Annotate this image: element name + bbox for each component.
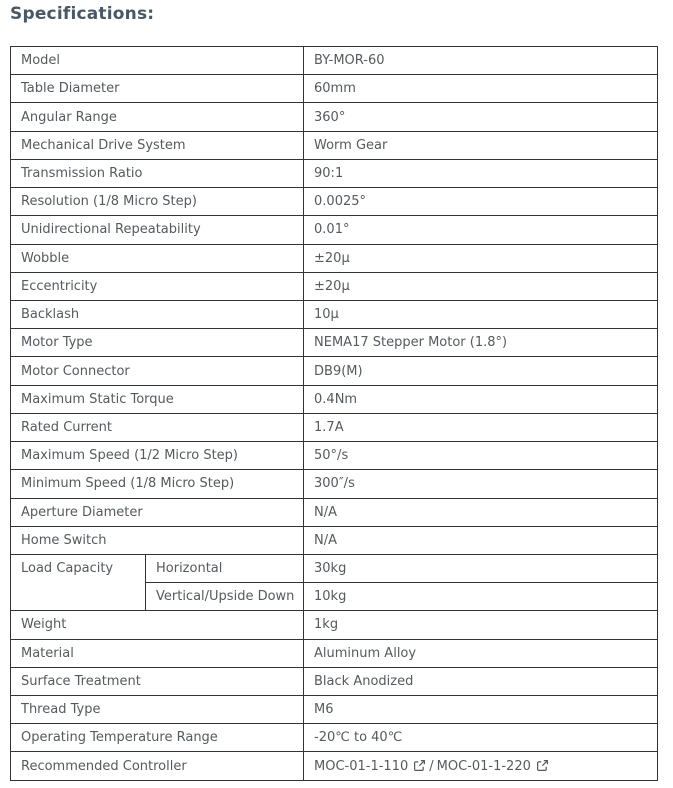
spec-label-cell: Model	[11, 47, 304, 75]
spec-sublabel-cell: Vertical/Upside Down	[146, 583, 304, 611]
spec-label-cell: Maximum Speed (1/2 Micro Step)	[11, 442, 304, 470]
spec-label-cell: Backlash	[11, 300, 304, 328]
table-row	[11, 667, 658, 695]
spec-value-cell: DB9(M)	[304, 357, 658, 385]
controller-link[interactable]: MOC-01-1-220	[437, 759, 549, 774]
spec-label-cell: Motor Connector	[11, 357, 304, 385]
spec-value-cell: 360°	[304, 103, 658, 131]
table-row	[11, 272, 658, 300]
table-row	[11, 103, 658, 131]
spec-label-cell: Mechanical Drive System	[11, 131, 304, 159]
spec-value-cell: 300″/s	[304, 470, 658, 498]
table-row	[11, 611, 658, 639]
table-row	[11, 554, 658, 582]
specifications-table	[10, 46, 658, 781]
spec-label-cell: Transmission Ratio	[11, 159, 304, 187]
spec-value-cell: 0.0025°	[304, 188, 658, 216]
external-link-icon	[536, 759, 549, 772]
spec-label-cell: Table Diameter	[11, 75, 304, 103]
spec-value-cell: 10µ	[304, 300, 658, 328]
spec-group-label-cell: Load Capacity	[11, 554, 146, 610]
spec-label-cell: Wobble	[11, 244, 304, 272]
spec-label-cell: Thread Type	[11, 696, 304, 724]
table-row	[11, 300, 658, 328]
page-title: Specifications:	[10, 4, 155, 24]
spec-value-cell: 90:1	[304, 159, 658, 187]
external-link-icon	[413, 759, 426, 772]
controller-link[interactable]: MOC-01-1-110	[314, 759, 426, 774]
specifications-table-body	[11, 47, 658, 781]
spec-value-cell: ±20µ	[304, 272, 658, 300]
table-row	[11, 244, 658, 272]
spec-label-cell: Minimum Speed (1/8 Micro Step)	[11, 470, 304, 498]
spec-value-cell: Black Anodized	[304, 667, 658, 695]
spec-value-cell: NEMA17 Stepper Motor (1.8°)	[304, 329, 658, 357]
spec-value-cell: 1kg	[304, 611, 658, 639]
table-row	[11, 639, 658, 667]
spec-value-cell: 60mm	[304, 75, 658, 103]
spec-value-cell: BY-MOR-60	[304, 47, 658, 75]
table-row	[11, 357, 658, 385]
spec-value-cell: 50°/s	[304, 442, 658, 470]
spec-label-cell: Unidirectional Repeatability	[11, 216, 304, 244]
spec-value-cell: 30kg	[304, 554, 658, 582]
spec-label-cell: Recommended Controller	[11, 752, 304, 781]
spec-value-cell: -20℃ to 40℃	[304, 724, 658, 752]
spec-label-cell: Maximum Static Torque	[11, 385, 304, 413]
table-row	[11, 526, 658, 554]
spec-value-cell: Aluminum Alloy	[304, 639, 658, 667]
spec-sublabel-cell: Horizontal	[146, 554, 304, 582]
table-row	[11, 385, 658, 413]
table-row	[11, 47, 658, 75]
table-row	[11, 188, 658, 216]
table-row	[11, 752, 658, 781]
spec-value-cell: 1.7A	[304, 413, 658, 441]
spec-label-cell: Home Switch	[11, 526, 304, 554]
spec-label-cell: Angular Range	[11, 103, 304, 131]
spec-label-cell: Motor Type	[11, 329, 304, 357]
spec-value-cell: 0.01°	[304, 216, 658, 244]
spec-label-cell: Eccentricity	[11, 272, 304, 300]
link-separator: /	[429, 758, 434, 774]
spec-value-cell: ±20µ	[304, 244, 658, 272]
spec-label-cell: Resolution (1/8 Micro Step)	[11, 188, 304, 216]
table-row	[11, 75, 658, 103]
table-row	[11, 724, 658, 752]
table-row	[11, 696, 658, 724]
table-row	[11, 329, 658, 357]
spec-label-cell: Rated Current	[11, 413, 304, 441]
spec-label-cell: Material	[11, 639, 304, 667]
spec-value-cell: M6	[304, 696, 658, 724]
spec-label-cell: Weight	[11, 611, 304, 639]
spec-value-cell: Worm Gear	[304, 131, 658, 159]
spec-value-cell: 10kg	[304, 583, 658, 611]
table-row	[11, 216, 658, 244]
spec-label-cell: Surface Treatment	[11, 667, 304, 695]
table-row	[11, 442, 658, 470]
spec-value-cell: N/A	[304, 526, 658, 554]
table-row	[11, 413, 658, 441]
table-row	[11, 470, 658, 498]
table-row	[11, 498, 658, 526]
table-row	[11, 131, 658, 159]
spec-value-cell: 0.4Nm	[304, 385, 658, 413]
spec-label-cell: Operating Temperature Range	[11, 724, 304, 752]
spec-label-cell: Aperture Diameter	[11, 498, 304, 526]
table-row	[11, 159, 658, 187]
spec-value-cell: N/A	[304, 498, 658, 526]
spec-value-cell	[304, 752, 658, 781]
